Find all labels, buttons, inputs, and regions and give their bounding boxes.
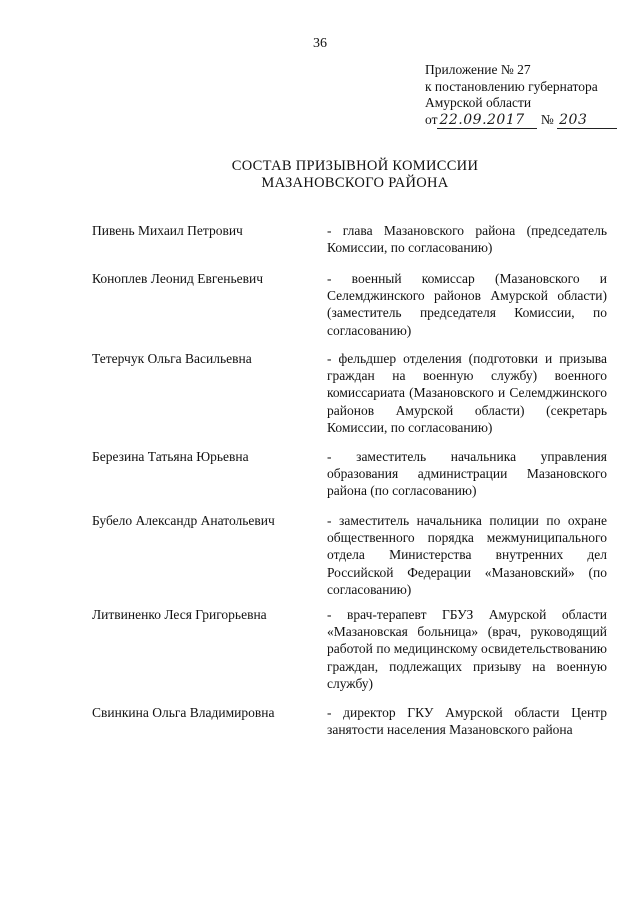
member-role: - врач-терапевт ГБУЗ Амурской области «Мазановская больница» (врач, руководящий работой по медицинскому освидетельствованию граждан, подлежащих призыву на военную службу) bbox=[327, 607, 607, 691]
member-role: - фельдшер отделения (подготовки и призыва граждан на военную службу) военного комиссариата (Мазановского и Селемджинского районов Амурской области) (секретарь Комиссии, по согласованию) bbox=[327, 351, 607, 435]
number-sign: № bbox=[540, 111, 554, 127]
handwritten-number: 203 bbox=[557, 112, 617, 130]
member-role: - директор ГКУ Амурской области Центр занятости населения Мазановского района bbox=[327, 705, 607, 738]
document-title bbox=[0, 158, 640, 192]
appendix-date-line bbox=[425, 112, 625, 130]
appendix-region: Амурской области bbox=[425, 95, 532, 110]
date-prefix: от bbox=[425, 111, 438, 127]
title-line-2: МАЗАНОВСКОГО РАЙОНА bbox=[261, 175, 449, 191]
member-role: - глава Мазановского района (председатель Комиссии, по согласованию) bbox=[327, 223, 607, 256]
appendix-number: Приложение № 27 bbox=[425, 62, 531, 77]
member-name: Тетерчук Ольга Васильевна bbox=[92, 351, 252, 366]
member-name: Коноплев Леонид Евгеньевич bbox=[92, 271, 263, 286]
page-number: 36 bbox=[313, 36, 327, 51]
title-line-1: СОСТАВ ПРИЗЫВНОЙ КОМИССИИ bbox=[231, 158, 479, 174]
handwritten-date: 22.09.2017 bbox=[437, 112, 537, 130]
member-role: - заместитель начальника управления образования администрации Мазановского района (по согласованию) bbox=[327, 449, 607, 499]
appendix-block bbox=[425, 62, 625, 129]
member-name: Свинкина Ольга Владимировна bbox=[92, 705, 275, 720]
member-name: Пивень Михаил Петрович bbox=[92, 223, 243, 238]
member-name: Березина Татьяна Юрьевна bbox=[92, 449, 249, 464]
member-role: - военный комиссар (Мазановского и Селемджинского районов Амурской области) (заместитель председателя Комиссии, по согласованию) bbox=[327, 271, 607, 338]
member-role: - заместитель начальника полиции по охране общественного порядка межмуниципального отдела Министерства внутренних дел Российской Федерации «Мазановский» (по согласованию) bbox=[327, 513, 607, 597]
member-name: Литвиненко Леся Григорьевна bbox=[92, 607, 267, 622]
appendix-reference: к постановлению губернатора bbox=[425, 78, 598, 94]
member-name: Бубело Александр Анатольевич bbox=[92, 513, 275, 528]
